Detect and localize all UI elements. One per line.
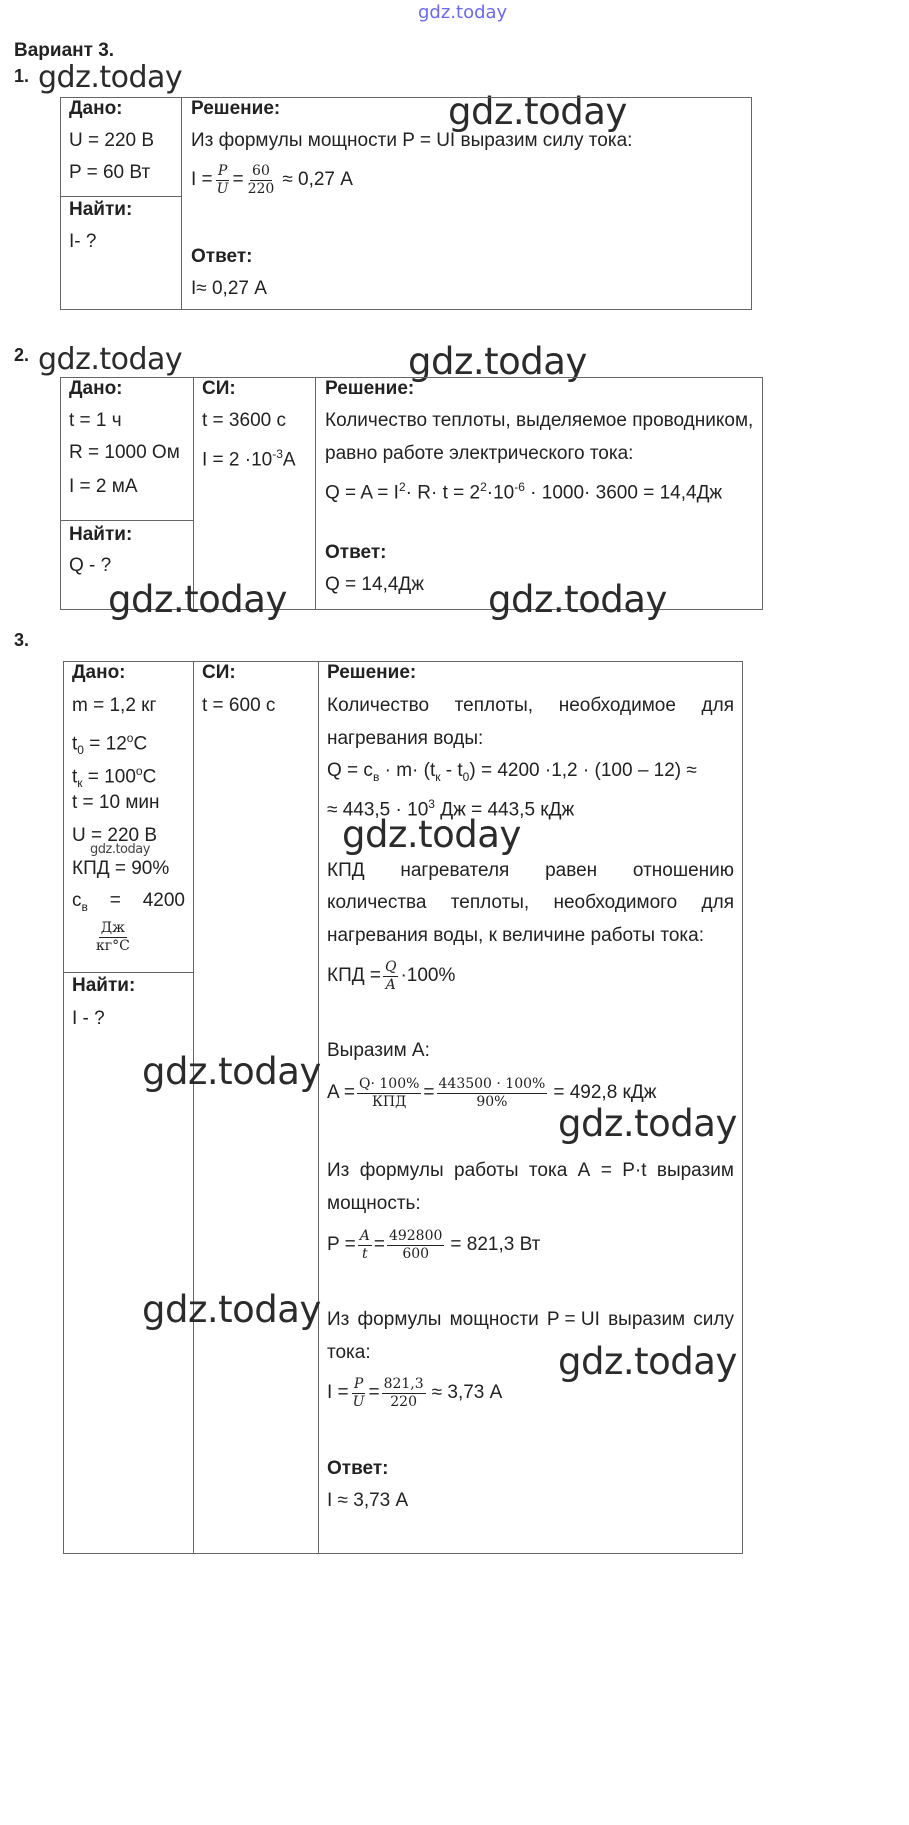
- given-value: I = 2 мА: [69, 476, 138, 497]
- find-value: I- ?: [69, 231, 97, 252]
- si-value: t = 600 с: [202, 695, 276, 716]
- formula-heat-result: ≈ $443,5 \cdot 10^3$ Дж = 443,5 кДж: [327, 797, 575, 821]
- watermark: gdz.today: [558, 1340, 737, 1383]
- watermark: gdz.today: [142, 1288, 321, 1331]
- problem-1-table: [60, 97, 752, 310]
- formula-power: P = $\frac{A}{t}$ = $\frac{492800}{600}$ = 821,3 Вт: [327, 1227, 541, 1262]
- solution-text: нагревания воды:: [327, 728, 484, 749]
- row-divider: [63, 972, 193, 973]
- solution-text: КПД нагревателя равен отношению: [327, 860, 734, 881]
- formula-current: I = $\frac{P}{U}$ = $\frac{60}{220}$ ≈ 0,27 А: [191, 162, 353, 197]
- solution-text: Из формулы мощности P = UI выразим силу тока:: [191, 130, 633, 151]
- given-value: t = 1 ч: [69, 410, 122, 431]
- watermark: gdz.today: [38, 60, 183, 95]
- column-divider: [181, 97, 182, 310]
- solution-text: Из формулы работы тока A = P·t выразим: [327, 1160, 734, 1181]
- row-divider: [60, 196, 181, 197]
- watermark: gdz.today: [448, 90, 627, 133]
- solution-title: Решение:: [191, 98, 281, 119]
- watermark: gdz.today: [408, 340, 587, 383]
- watermark: gdz.today: [108, 578, 287, 621]
- column-divider: [315, 377, 316, 610]
- answer-value: I ≈ 3,73 А: [327, 1490, 409, 1511]
- watermark: gdz.today: [488, 578, 667, 621]
- heat-capacity-unit: $\frac{Дж}{кг^\circ C}$: [96, 920, 130, 954]
- given-value: $t_0 = 12^oC$: [72, 731, 148, 758]
- dano-title: Дано:: [72, 662, 126, 683]
- si-title: СИ:: [202, 662, 236, 683]
- dano-title: Дано:: [69, 378, 123, 399]
- problem-2-number: 2.: [14, 345, 30, 365]
- formula-current: I = $\frac{P}{U}$ = $\frac{821,3}{220}$ ≈ 3,73 А: [327, 1375, 503, 1410]
- solution-text: Выразим А:: [327, 1040, 430, 1061]
- solution-text: равно работе электрического тока:: [325, 443, 634, 464]
- given-value: m = 1,2 кг: [72, 695, 157, 716]
- given-value: $c_в$ = 4200: [72, 890, 185, 914]
- si-value: t = 3600 с: [202, 410, 286, 431]
- given-value: КПД = 90%: [72, 858, 170, 879]
- given-value: R = 1000 Ом: [69, 442, 180, 463]
- formula-heat: $Q = c_в \cdot m\cdot (t_к - t_0) = 4200 \cdot 1,2 \cdot (100 - 12)$ ≈: [327, 760, 697, 784]
- solution-text: количества теплоты, необходимого для: [327, 892, 734, 913]
- watermark: gdz.today: [90, 842, 150, 857]
- given-value: U = 220 В: [69, 130, 155, 151]
- solution-text: нагревания воды, к величине работы тока:: [327, 925, 704, 946]
- site-watermark-top[interactable]: gdz.today: [418, 2, 508, 23]
- watermark: gdz.today: [38, 342, 183, 377]
- answer-title: Ответ:: [325, 542, 387, 563]
- solution-text: Из формулы мощности P = UI выразим силу: [327, 1309, 734, 1330]
- problem-3-number: 3.: [14, 630, 30, 650]
- column-divider: [193, 377, 194, 610]
- given-value: P = 60 Вт: [69, 162, 151, 183]
- row-divider: [60, 520, 193, 521]
- solution-text: Количество теплоты, необходимое для: [327, 695, 734, 716]
- solution-text: тока:: [327, 1342, 371, 1363]
- si-title: СИ:: [202, 378, 236, 399]
- find-value: Q - ?: [69, 555, 112, 576]
- si-value: $I = 2 \cdot 10^{-3}А$: [202, 447, 296, 471]
- column-divider: [193, 661, 194, 1554]
- answer-title: Ответ:: [191, 246, 253, 267]
- solution-text: мощность:: [327, 1193, 421, 1214]
- watermark: gdz.today: [342, 813, 521, 856]
- formula-heat: $Q = A = I^2\cdot R\cdot t = 2^2\cdot 10^{-6} \cdot 1000\cdot 3600 = 14,4Дж$: [325, 480, 723, 504]
- watermark: gdz.today: [142, 1050, 321, 1093]
- given-value: U = 220 В: [72, 825, 158, 846]
- find-title: Найти:: [72, 975, 136, 996]
- answer-title: Ответ:: [327, 1458, 389, 1479]
- formula-work: A = $\frac{Q\cdot 100\%}{\text{КПД}}$ = $\frac{443500 \cdot 100\%}{90\%}$ = 492,8 кДж: [327, 1075, 657, 1110]
- watermark: gdz.today: [558, 1102, 737, 1145]
- answer-value: Q = 14,4Дж: [325, 574, 424, 595]
- variant-title: Вариант 3.: [14, 40, 115, 61]
- find-title: Найти:: [69, 524, 133, 545]
- formula-efficiency: КПД = $\frac{Q}{A}$ ·100%: [327, 958, 456, 993]
- solution-title: Решение:: [325, 378, 415, 399]
- solution-text: Количество теплоты, выделяемое проводником,: [325, 410, 754, 431]
- find-value: I - ?: [72, 1008, 105, 1029]
- given-value: $t_к = 100^oC$: [72, 764, 157, 791]
- find-title: Найти:: [69, 199, 133, 220]
- answer-value: I≈ 0,27 А: [191, 278, 267, 299]
- dano-title: Дано:: [69, 98, 123, 119]
- given-value: t = 10 мин: [72, 792, 160, 813]
- problem-1-number: 1.: [14, 66, 30, 86]
- solution-title: Решение:: [327, 662, 417, 683]
- column-divider: [318, 661, 319, 1554]
